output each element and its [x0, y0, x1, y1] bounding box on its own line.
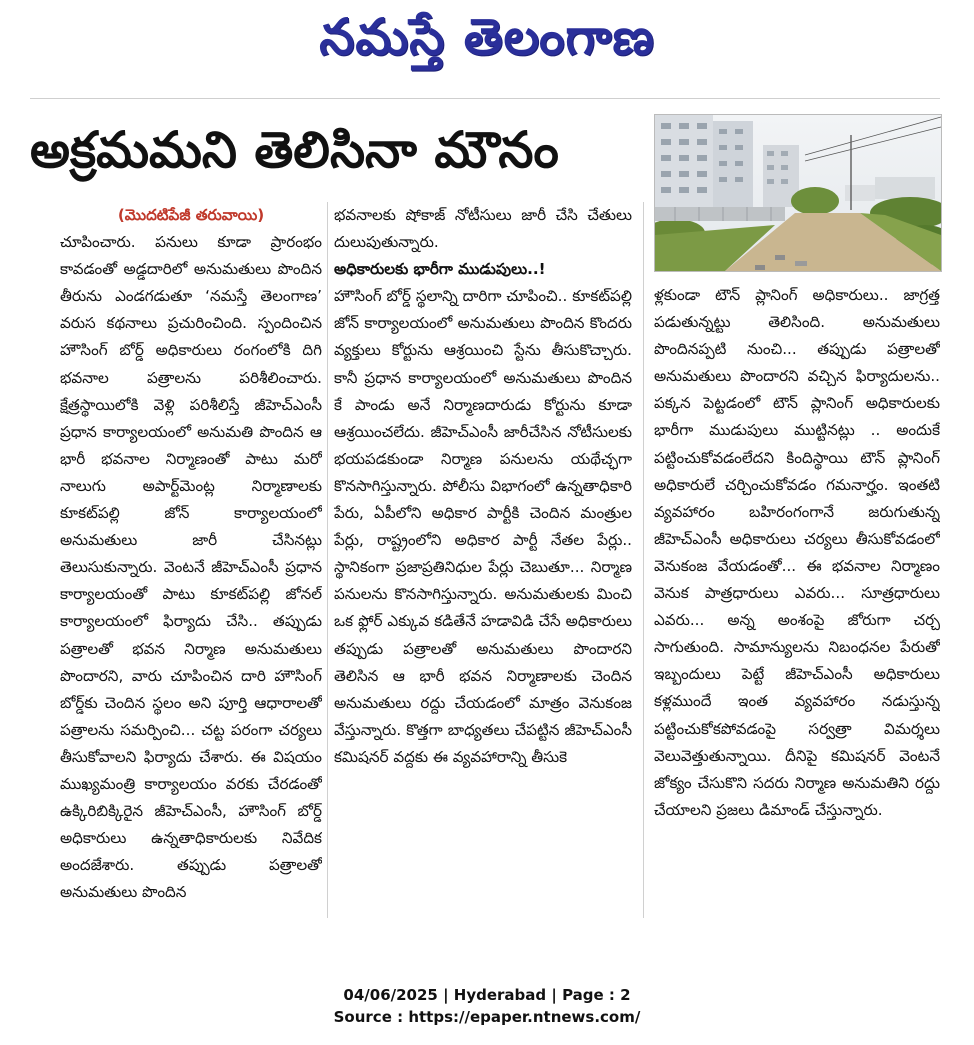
article-photo — [654, 114, 942, 272]
masthead-divider — [30, 98, 940, 99]
article-column-3 — [654, 282, 940, 918]
masthead-title: నమస్తే తెలంగాణ — [319, 8, 655, 66]
article-headline: అక్రమమని తెలిసినా మౌనం — [30, 121, 559, 179]
footer-dateline: 04/06/2025 | Hyderabad | Page : 2 — [343, 986, 631, 1004]
column-divider — [327, 202, 328, 918]
column-divider — [643, 202, 644, 918]
article-paragraph: హౌసింగ్ బోర్డ్ స్థలాన్ని దారిగా చూపించి.. కూకట్‌పల్లి జోన్ కార్యాలయంలో అనుమతులు పొందిన కొందరు వ్యక్తులు కోర్టును ఆశ్రయించి స్టేను తీసుకొచ్చారు. కానీ ప్రధాన కార్యాలయంలో అనుమతులు పొందిన కే పాండు అనే నిర్మాణదారుడు కోర్టును కూడా ఆశ్రయించలేదు. జీహెచ్ఎంసీ జారీచేసిన నోటీసులకు భయపడకుండా నిర్మాణ పనులను యథేచ్ఛగా కొనసాగిస్తున్నారు. పోలీసు విభాగంలో ఉన్నతాధికారి పేరు, ఏపీలోని అధికార పార్టీకి చెందిన మంత్రుల పేర్లు, రాష్ట్రంలోని అధికార పార్టీ నేతల పేర్లు.. స్థానికంగా ప్రజాప్రతినిధుల పేర్లు చెబుతూ... నిర్మాణ పనులను కొనసాగిస్తున్నారు. అనుమతులకు మించి ఒక ఫ్లోర్ ఎక్కువ కడితేనే హడావిడి చేసే అధికారులు తప్పుడు పత్రాలతో అనుమతులు పొందారని తెలిసిన ఆ భారీ భవన నిర్మాణాలకు చెందిన అనుమతులు రద్దు చేయడంలో మాత్రం వెనుకంజ వేస్తున్నారు. కొత్తగా బాధ్యతలు చేపట్టిన జీహెచ్ఎంసీ కమిషనర్ వద్దకు ఈ వ్యవహారాన్ని తీసుకె — [334, 287, 632, 766]
article-paragraph: చూపించారు. పనులు కూడా ప్రారంభం కావడంతో అడ్డదారిలో అనుమతులు పొందిన తీరును ఎండగడుతూ ‘నమస్తే తెలంగాణ’ వరుస కథనాలు ప్రచురించింది. స్పందించిన హౌసింగ్ బోర్డ్ అధికారులు రంగంలోకి దిగి భవనాల పత్రాలను పరిశీలించారు. క్షేత్రస్థాయిలోకి వెళ్లి పరిశీలిస్తే జీహెచ్ఎంసీ ప్రధాన కార్యాలయంలో అనుమతి పొందిన ఆ భారీ భవనాల నిర్మాణంతో పాటు మరో నాలుగు అపార్ట్‌మెంట్ల నిర్మాణాలకు కూకట్‌పల్లి జోన్ కార్యాలయంలో అనుమతులు జారీ చేసినట్లు తెలుసుకున్నారు. వెంటనే జీహెచ్ఎంసీ ప్రధాన కార్యాలయంతో పాటు కూకట్‌పల్లి జోనల్ కార్యాలయంలో ఫిర్యాదు చేసి.. తప్పుడు పత్రాలతో భవన నిర్మాణ అనుమతులు పొందారని, వారు చూపించిన దారి హౌసింగ్ బోర్డ్‌కు చెందిన స్థలం అని పూర్తి ఆధారాలతో పత్రాలను సమర్పించి... చట్ట పరంగా చర్యలు తీసుకోవాలని ఫిర్యాదు చేశారు. ఈ విషయం ముఖ్యమంత్రి కార్యాలయం వరకు చేరడంతో ఉక్కిరిబిక్కిరైన జీహెచ్ఎంసీ, హౌసింగ్ బోర్డ్ అధికారులు ఉన్నతాధికారులకు నివేదిక అందజేశారు. తప్పుడు పత్రాలతో అనుమతులు పొందిన — [60, 233, 322, 902]
continued-from-label: (మొదటిపేజీ తరువాయి) — [117, 206, 265, 224]
article-paragraph: ళ్లకుండా టౌన్ ప్లానింగ్ అధికారులు.. జాగ్రత్త పడుతున్నట్టు తెలిసింది. అనుమతులు పొందినప్పటి నుంచి... తప్పుడు పత్రాలతో అనుమతులు పొందారని వచ్చిన ఫిర్యాదులను.. పక్కన పెట్టడంలో టౌన్ ప్లానింగ్ అధికారులకు భారీగా ముడుపులు ముట్టినట్లు .. అందుకే పట్టించుకోవడంలేదని కిందిస్థాయి టౌన్ ప్లానింగ్ అధికారులే చర్చించుకోవడం గమనార్హం. ఇంతటి వ్యవహారం బహిరంగంగానే జరుగుతున్న జీహెచ్ఎంసీ అధికారులు చర్యలు తీసుకోవడంలో వెనుకంజ వేయడంతో... ఈ భవనాల నిర్మాణం వెనుక పాత్రధారులు ఎవరు... సూత్రధారులు ఎవరు... అన్న అంశంపై జోరుగా చర్చ సాగుతుంది. సామాన్యులను నిబంధనల పేరుతో ఇబ్బందులు పెట్టే జీహెచ్ఎంసీ అధికారులు కళ్లముందే ఇంత వ్యవహారం నడుస్తున్న పట్టించుకోకపోవడంపై సర్వత్రా విమర్శలు వెలువెత్తుతున్నాయి. దీనిపై కమిషనర్ వెంటనే జోక్యం చేసుకొని సదరు నిర్మాణ అనుమతిని రద్దు చేయాలని ప్రజలు డిమాండ్ చేస్తున్నారు. — [654, 286, 940, 819]
article-subheading: అధికారులకు భారీగా ముడుపులు..! — [334, 260, 546, 279]
footer-source: Source : https://epaper.ntnews.com/ — [333, 1008, 641, 1026]
article-column-1 — [60, 202, 322, 918]
construction-site-image — [655, 115, 941, 271]
article-paragraph: భవనాలకు షోకాజ్ నోటీసులు జారీ చేసి చేతులు దులుపుతున్నారు. — [334, 206, 632, 252]
article-column-2 — [334, 202, 632, 918]
